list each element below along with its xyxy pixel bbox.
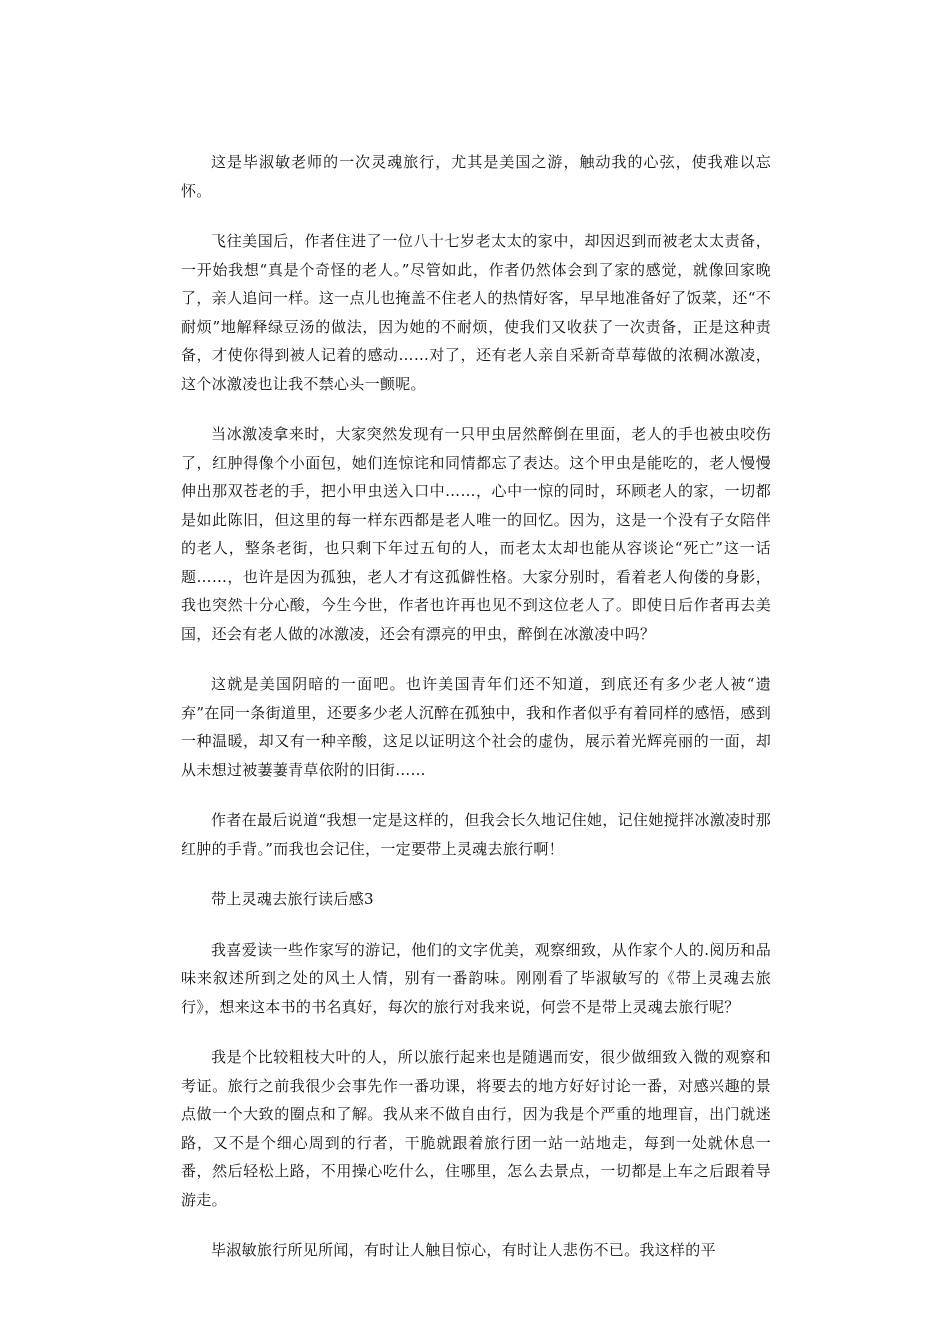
paragraph-2: 飞往美国后，作者住进了一位八十七岁老太太的家中，却因迟到而被老太太责备，一开始我想“真是个奇怪的老人。”尽管如此，作者仍然体会到了家的感觉，就像回家晚了，亲人追问一样。这一点儿也掩盖不住老人的热情好客，早早地准备好了饭菜，还“不耐烦”地解释绿豆汤的做法，因为她的不耐烦，使我们又收获了一次责备，正是这种责备，才使你得到被人记着的感动……对了，还有老人亲自采新奇草莓做的浓稠冰激凌，这个冰激凌也让我不禁心头一颤呢。	[181, 232, 771, 393]
paragraph-6: 我喜爱读一些作家写的游记，他们的文字优美，观察细致，从作家个人的.阅历和品味来叙述所到之处的风土人情，别有一番韵味。刚刚看了毕淑敏写的《带上灵魂去旅行》，想来这本书的书名真好，每次的旅行对我来说，何尝不是带上灵魂去旅行呢？	[181, 940, 771, 1016]
paragraph-4: 这就是美国阴暗的一面吧。也许美国青年们还不知道，到底还有多少老人被“遗弃”在同一条街道里，还要多少老人沉醉在孤独中，我和作者似乎有着同样的感悟，感到一种温暖，却又有一种辛酸，这足以证明这个社会的虚伪，展示着光辉亮丽的一面，却从未想过被萋萋青草依附的旧街……	[181, 675, 771, 779]
paragraph-5: 作者在最后说道“我想一定是这样的，但我会长久地记住她，记住她搅拌冰激凌时那红肿的手背。”而我也会记住，一定要带上灵魂去旅行啊！	[181, 811, 771, 858]
paragraph-3: 当冰激凌拿来时，大家突然发现有一只甲虫居然醉倒在里面，老人的手也被虫咬伤了，红肿得像个小面包，她们连惊诧和同情都忘了表达。这个甲虫是能吃的，老人慢慢伸出那双苍老的手，把小甲虫送入口中……，心中一惊的同时，环顾老人的家，一切都是如此陈旧，但这里的每一样东西都是老人唯一的回忆。因为，这是一个没有子女陪伴的老人，整条老街，也只剩下年过五旬的人，而老太太却也能从容谈论“死亡”这一话题……，也许是因为孤独，老人才有这孤僻性格。大家分别时，看着老人佝偻的身影，我也突然十分心酸，今生今世，作者也许再也见不到这位老人了。即使日后作者再去美国，还会有老人做的冰激凌，还会有漂亮的甲虫，醉倒在冰激凌中吗？	[181, 425, 771, 643]
document-body	[181, 148, 771, 1287]
paragraph-7: 我是个比较粗枝大叶的人，所以旅行起来也是随遇而安，很少做细致入微的观察和考证。旅行之前我很少会事先作一番功课，将要去的地方好好讨论一番，对感兴趣的景点做一个大致的圈点和了解。我从来不做自由行，因为我是个严重的地理盲，出门就迷路，又不是个细心周到的行者，干脆就跟着旅行团一站一站地走，每到一处就休息一番，然后轻松上路，不用操心吃什么，住哪里，怎么去景点，一切都是上车之后跟着导游走。	[181, 1048, 771, 1209]
paragraph-8: 毕淑敏旅行所见所闻，有时让人触目惊心，有时让人悲伤不已。我这样的平	[211, 1241, 716, 1259]
section-heading: 带上灵魂去旅行读后感3	[211, 890, 374, 908]
paragraph-1: 这是毕淑敏老师的一次灵魂旅行，尤其是美国之游，触动我的心弦，使我难以忘怀。	[181, 153, 771, 200]
